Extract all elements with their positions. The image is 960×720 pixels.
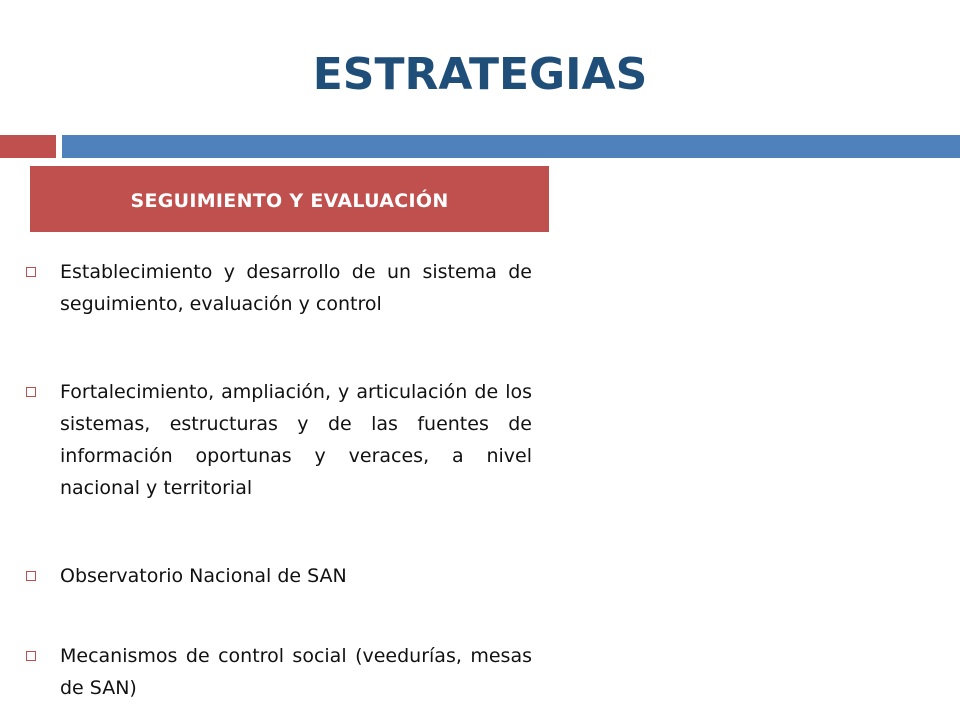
accent-rule-red bbox=[0, 135, 56, 158]
slide-title: ESTRATEGIAS bbox=[312, 49, 648, 100]
bullet-text: Establecimiento y desarrollo de un sistema de seguimiento, evaluación y control bbox=[60, 261, 532, 315]
bullet-text: Mecanismos de control social (veedurías, mesas de SAN) bbox=[60, 645, 532, 699]
square-bullet-icon bbox=[26, 651, 36, 661]
bullet-item bbox=[24, 376, 532, 504]
bullet-list bbox=[24, 256, 532, 704]
square-bullet-icon bbox=[26, 267, 36, 277]
square-bullet-icon bbox=[26, 571, 36, 581]
bullet-text: Observatorio Nacional de SAN bbox=[60, 565, 347, 587]
accent-rule-blue bbox=[62, 135, 960, 158]
bullet-text: Fortalecimiento, ampliación, y articulación de los sistemas, estructuras y de las fuentes de información oportunas y veraces, a nivel nacional y territorial bbox=[60, 381, 532, 499]
bullet-item bbox=[24, 640, 532, 704]
bullet-item bbox=[24, 560, 532, 592]
section-header: SEGUIMIENTO Y EVALUACIÓN bbox=[30, 166, 549, 232]
square-bullet-icon bbox=[26, 387, 36, 397]
bullet-item bbox=[24, 256, 532, 320]
